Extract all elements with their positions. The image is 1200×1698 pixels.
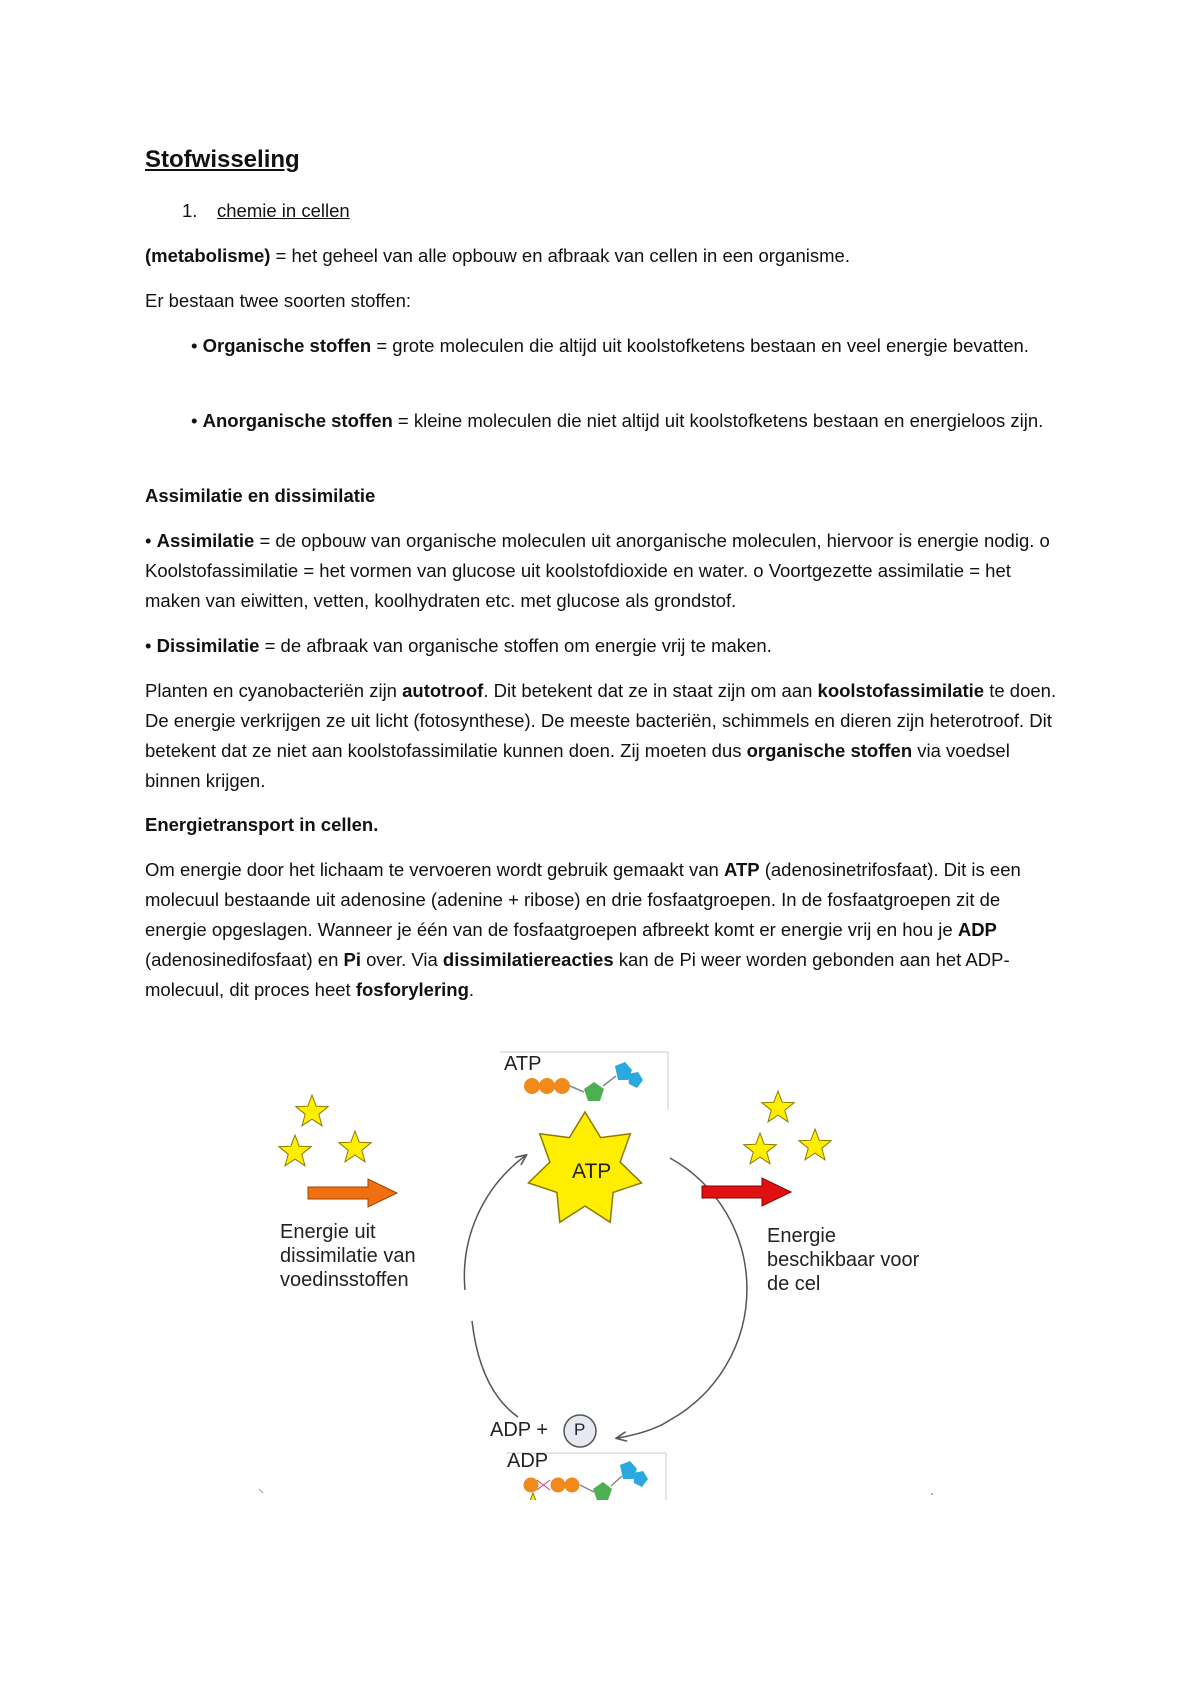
term-organische-stoffen-2: organische stoffen [746, 740, 913, 761]
energy-input-arrow-icon [308, 1179, 397, 1207]
paragraph-planten [145, 676, 1060, 796]
energy-output-line-3: de cel [767, 1273, 821, 1295]
cycle-arc-bottom-left [472, 1321, 518, 1417]
term-autotroof: autotroof [402, 680, 484, 701]
bullet-dissimilatie [145, 631, 1060, 661]
adenine-icon [628, 1072, 643, 1088]
bullet-organische-stoffen [145, 331, 1060, 361]
paragraph-soorten [145, 286, 1060, 316]
text-soorten: Er bestaan twee soorten stoffen: [145, 290, 412, 311]
bullet-anorganische-stoffen [145, 406, 1060, 436]
cycle-arrow-right [618, 1420, 670, 1438]
text-energie-6: . [468, 979, 475, 1000]
text-energie-3: (adenosinedifosfaat) en [145, 949, 344, 970]
atp-box-label: ATP [504, 1053, 542, 1075]
phosphate-icon [524, 1478, 539, 1493]
section-label: chemie in cellen [217, 200, 350, 221]
adenine-icon [633, 1471, 648, 1487]
energy-output-line-2: beschikbaar voor [767, 1249, 920, 1271]
section-heading-chemie [145, 196, 1060, 226]
phosphate-icon [565, 1478, 580, 1493]
text-planten-2: . Dit betekent dat ze in staat zijn om aan [483, 680, 818, 701]
text-planten-3: te doen. De energie verkrijgen ze uit licht (fotosynthese). De meeste bacteriën, schimmels en dieren zijn heterotroof. Dit betekent dat ze niet aan koolstofassimilatie kunnen doen. Zij moeten dus [145, 680, 1057, 761]
heading-energietransport-text: Energietransport in cellen. [145, 814, 379, 835]
paragraph-energie [145, 855, 1060, 1005]
energy-output-arrow-icon [702, 1178, 791, 1206]
atp-cycle-diagram [250, 1040, 970, 1500]
term-organische-stoffen: Organische stoffen [202, 335, 372, 356]
energy-output-line-1: Energie [767, 1225, 836, 1247]
heading-energietransport [145, 810, 1060, 840]
text-planten-4: via voedsel binnen krijgen. [145, 740, 1010, 791]
paragraph-metabolisme [145, 241, 1060, 271]
ribose-pentagon-icon [584, 1082, 604, 1101]
text-energie-5: kan de Pi weer worden gebonden aan het ADP-molecuul, dit proces heet [145, 949, 1010, 1000]
text-energie-4: over. Via [360, 949, 443, 970]
section-number: 1. [182, 200, 198, 221]
bullet-dot: • [191, 410, 198, 431]
text-energie-2: (adenosinetrifosfaat). Dit is een molecuul bestaande uit adenosine (adenine + ribose) en drie fosfaatgroepen. In de fosfaatgroepen zit de energie opgeslagen. Wanneer je één van de fosfaatgroepen afbreekt komt er energie vrij en hou je [145, 859, 1021, 940]
bullet-dot: • [145, 530, 152, 551]
term-koolstofassimilatie: koolstofassimilatie [817, 680, 985, 701]
term-metabolisme: (metabolisme) [145, 245, 271, 266]
adp-plus-label: ADP + [490, 1419, 548, 1441]
bullet-dot: • [191, 335, 198, 356]
energy-star-icon [799, 1129, 831, 1160]
text-dissimilatie: = de afbraak van organische stoffen om energie vrij te maken. [259, 635, 772, 656]
energy-star-icon [339, 1131, 371, 1162]
text-energie-1: Om energie door het lichaam te vervoeren wordt gebruik gemaakt van [145, 859, 724, 880]
atp-star-label: ATP [572, 1160, 612, 1183]
phosphate-icon [554, 1078, 570, 1094]
energy-input-line-1: Energie uit [280, 1221, 376, 1243]
bullet-dot: • [145, 635, 152, 656]
phosphate-icon [551, 1478, 566, 1493]
energy-input-label [280, 1220, 416, 1292]
phosphate-icon [539, 1078, 555, 1094]
term-dissimilatie: Dissimilatie [156, 635, 260, 656]
term-dissimilatiereacties: dissimilatiereacties [442, 949, 614, 970]
bullet-assimilatie [145, 526, 1060, 616]
p-circle-label: P [574, 1420, 586, 1439]
energy-star-icon [744, 1133, 776, 1164]
energy-star-icon [762, 1091, 794, 1122]
phosphate-icon [524, 1078, 540, 1094]
energy-output-label [767, 1224, 919, 1296]
energy-star-icon [296, 1095, 328, 1126]
text-organische-stoffen: = grote moleculen die altijd uit koolstofketens bestaan en veel energie bevatten. [371, 335, 1029, 356]
heading-assimilatie [145, 481, 1060, 511]
text-assimilatie: = de opbouw van organische moleculen uit anorganische moleculen, hiervoor is energie nodig. o Koolstofassimilatie = het vormen van glucose uit koolstofdioxide en water. o Voortgezette assimilatie = het maken van eiwitten, vetten, koolhydraten etc. met glucose als grondstof. [145, 530, 1050, 611]
document-title: Stofwisseling [145, 146, 300, 173]
energy-input-line-3: voedinsstoffen [280, 1269, 409, 1291]
term-pi: Pi [343, 949, 361, 970]
released-energy-star-icon [522, 1493, 545, 1500]
term-fosforylering: fosforylering [355, 979, 469, 1000]
text-anorganische-stoffen: = kleine moleculen die niet altijd uit koolstofketens bestaan en energieloos zijn. [392, 410, 1044, 431]
text-planten-1: Planten en cyanobacteriën zijn [145, 680, 403, 701]
cycle-arrow-left [464, 1156, 525, 1290]
energy-input-line-2: dissimilatie van [280, 1245, 416, 1267]
energy-star-icon [279, 1135, 311, 1166]
ribose-pentagon-icon [593, 1482, 612, 1500]
adp-box-label: ADP [507, 1450, 549, 1472]
term-assimilatie: Assimilatie [156, 530, 255, 551]
heading-assimilatie-text: Assimilatie en dissimilatie [145, 485, 376, 506]
term-anorganische-stoffen: Anorganische stoffen [202, 410, 393, 431]
term-adp: ADP [957, 919, 997, 940]
text-metabolisme: = het geheel van alle opbouw en afbraak van cellen in een organisme. [270, 245, 850, 266]
term-atp: ATP [723, 859, 760, 880]
